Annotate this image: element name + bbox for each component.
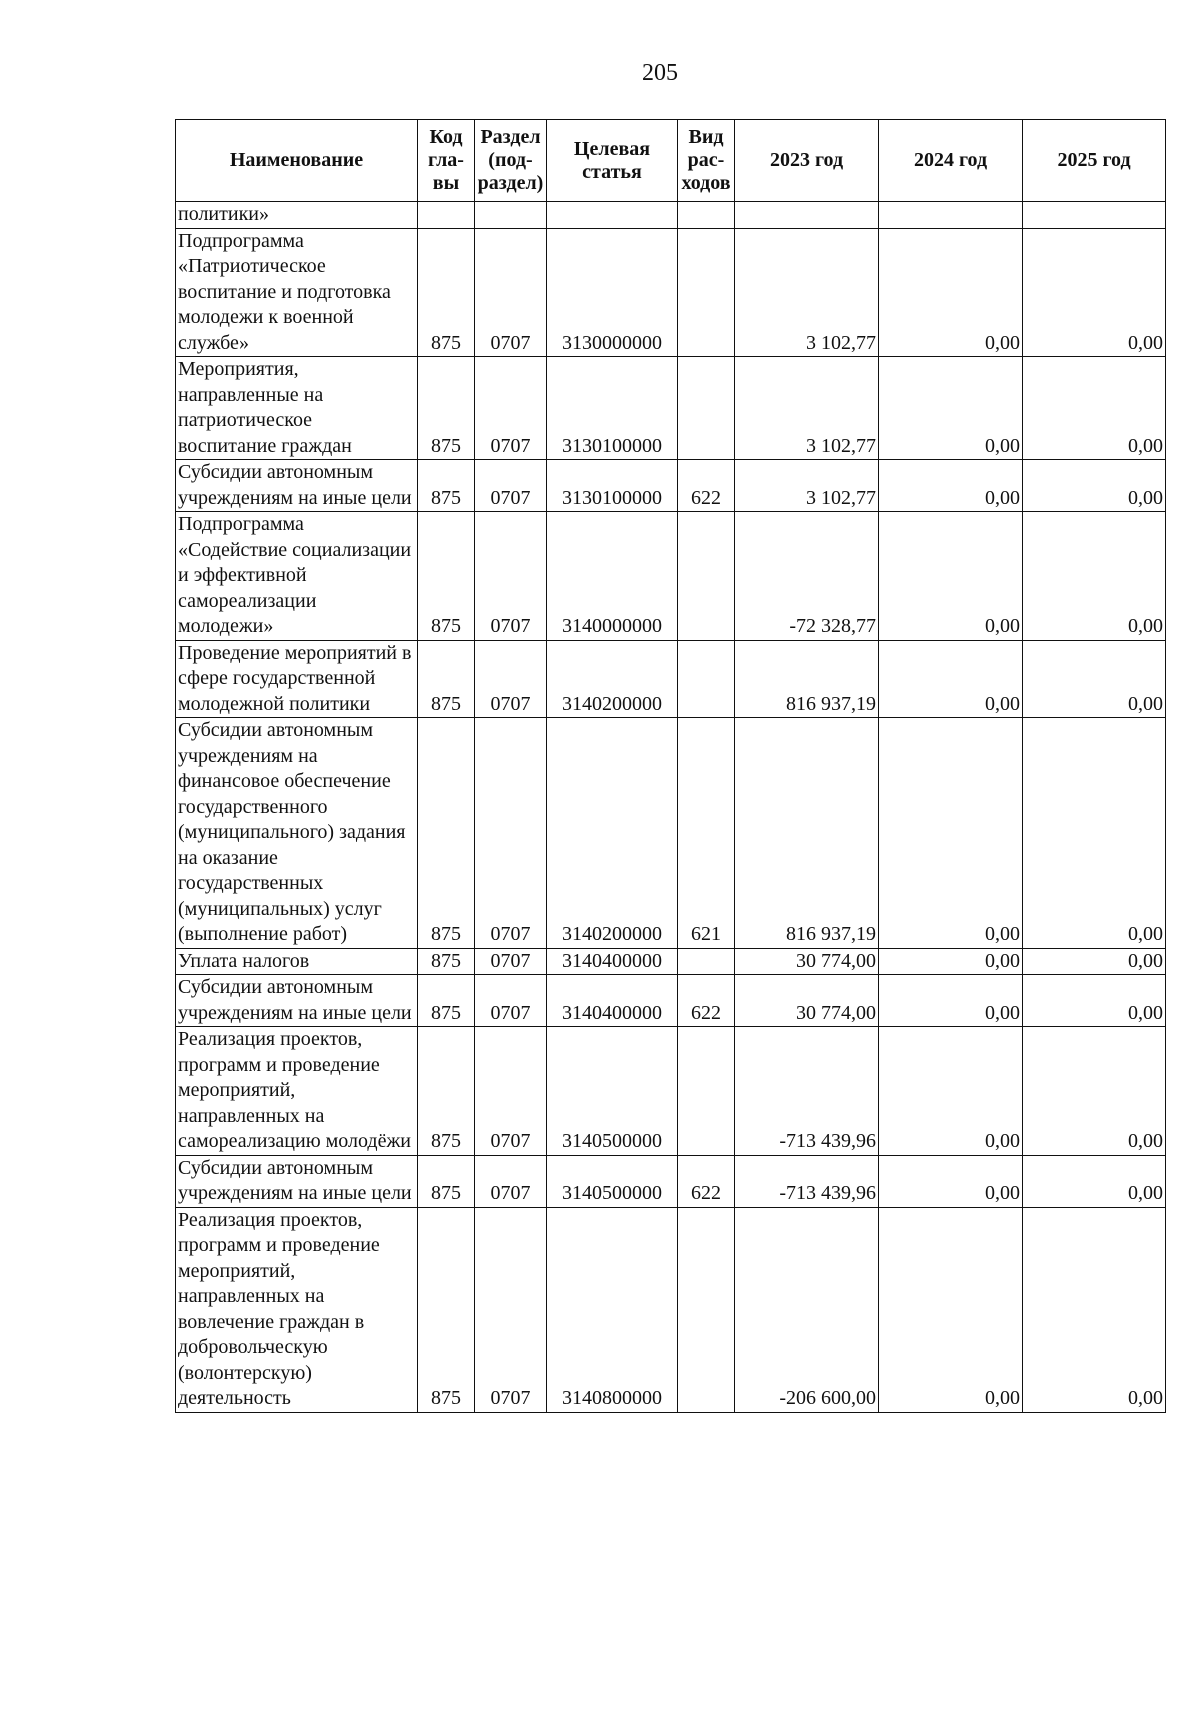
row-chapter: 875 — [418, 975, 475, 1027]
table-row — [176, 1155, 1166, 1207]
row-chapter: 875 — [418, 718, 475, 949]
row-target: 3140000000 — [547, 512, 678, 641]
row-type: 622 — [678, 460, 735, 512]
row-2023: -206 600,00 — [735, 1207, 879, 1412]
row-name: Мероприятия, направленные на патриотическое воспитание граждан — [176, 357, 418, 460]
row-chapter: 875 — [418, 460, 475, 512]
row-type — [678, 948, 735, 975]
row-section: 0707 — [475, 1027, 547, 1156]
row-name: Субсидии автономным учреждениям на иные цели — [176, 975, 418, 1027]
row-2024: 0,00 — [879, 512, 1023, 641]
row-name: Проведение мероприятий в сфере государственной молодежной политики — [176, 640, 418, 718]
row-name: Субсидии автономным учреждениям на иные цели — [176, 460, 418, 512]
header-year-2023: 2023 год — [735, 120, 879, 202]
row-section: 0707 — [475, 1207, 547, 1412]
row-2024: 0,00 — [879, 948, 1023, 975]
row-2023: 30 774,00 — [735, 975, 879, 1027]
row-name: Реализация проектов, программ и проведение мероприятий, направленных на самореализацию молодёжи — [176, 1027, 418, 1156]
row-2024: 0,00 — [879, 228, 1023, 357]
table-row — [176, 975, 1166, 1027]
table-row — [176, 357, 1166, 460]
row-2024: 0,00 — [879, 1027, 1023, 1156]
table-row — [176, 640, 1166, 718]
row-2023: 3 102,77 — [735, 357, 879, 460]
row-2025: 0,00 — [1023, 948, 1166, 975]
row-type — [678, 1027, 735, 1156]
row-section: 0707 — [475, 948, 547, 975]
row-2023 — [735, 202, 879, 229]
table-row — [176, 460, 1166, 512]
row-2025 — [1023, 202, 1166, 229]
row-target: 3130000000 — [547, 228, 678, 357]
row-chapter: 875 — [418, 357, 475, 460]
row-2025: 0,00 — [1023, 460, 1166, 512]
row-type — [678, 202, 735, 229]
row-name: Уплата налогов — [176, 948, 418, 975]
table-row — [176, 1027, 1166, 1156]
row-2025: 0,00 — [1023, 228, 1166, 357]
table-row — [176, 228, 1166, 357]
row-name: политики» — [176, 202, 418, 229]
row-type: 621 — [678, 718, 735, 949]
table-row — [176, 512, 1166, 641]
row-target: 3140200000 — [547, 640, 678, 718]
row-section: 0707 — [475, 460, 547, 512]
row-target: 3140500000 — [547, 1155, 678, 1207]
row-2025: 0,00 — [1023, 1027, 1166, 1156]
table-row — [176, 948, 1166, 975]
row-2023: -713 439,96 — [735, 1027, 879, 1156]
header-row — [176, 120, 1166, 202]
row-2025: 0,00 — [1023, 1155, 1166, 1207]
header-year-2024: 2024 год — [879, 120, 1023, 202]
budget-table — [175, 119, 1166, 1413]
table-row — [176, 718, 1166, 949]
header-section: Раздел (под-раздел) — [475, 120, 547, 202]
row-2024: 0,00 — [879, 460, 1023, 512]
header-year-2025: 2025 год — [1023, 120, 1166, 202]
row-2025: 0,00 — [1023, 640, 1166, 718]
row-name: Подпрограмма «Содействие социализации и эффективной самореализации молодежи» — [176, 512, 418, 641]
row-2024: 0,00 — [879, 975, 1023, 1027]
header-expense-type: Вид рас-ходов — [678, 120, 735, 202]
row-name: Реализация проектов, программ и проведение мероприятий, направленных на вовлечение граждан в добровольческую (волонтерскую) деятельность — [176, 1207, 418, 1412]
row-2023: 816 937,19 — [735, 718, 879, 949]
row-section: 0707 — [475, 228, 547, 357]
row-2025: 0,00 — [1023, 975, 1166, 1027]
row-2025: 0,00 — [1023, 718, 1166, 949]
row-target: 3140200000 — [547, 718, 678, 949]
row-2024 — [879, 202, 1023, 229]
row-section: 0707 — [475, 512, 547, 641]
row-2025: 0,00 — [1023, 512, 1166, 641]
row-section: 0707 — [475, 640, 547, 718]
row-2023: 3 102,77 — [735, 228, 879, 357]
row-type: 622 — [678, 1155, 735, 1207]
row-name: Подпрограмма «Патриотическое воспитание и подготовка молодежи к военной службе» — [176, 228, 418, 357]
row-chapter: 875 — [418, 228, 475, 357]
row-2025: 0,00 — [1023, 1207, 1166, 1412]
page-number: 205 — [642, 60, 678, 86]
row-chapter: 875 — [418, 640, 475, 718]
row-2024: 0,00 — [879, 1207, 1023, 1412]
row-section: 0707 — [475, 357, 547, 460]
row-target: 3140400000 — [547, 975, 678, 1027]
row-2023: 816 937,19 — [735, 640, 879, 718]
row-2023: 3 102,77 — [735, 460, 879, 512]
row-type — [678, 228, 735, 357]
row-target: 3130100000 — [547, 357, 678, 460]
row-2024: 0,00 — [879, 640, 1023, 718]
row-2023: -713 439,96 — [735, 1155, 879, 1207]
header-name: Наименование — [176, 120, 418, 202]
row-target: 3140800000 — [547, 1207, 678, 1412]
row-2023: 30 774,00 — [735, 948, 879, 975]
row-section: 0707 — [475, 975, 547, 1027]
row-2024: 0,00 — [879, 718, 1023, 949]
table-row — [176, 1207, 1166, 1412]
row-target: 3140400000 — [547, 948, 678, 975]
row-type — [678, 512, 735, 641]
row-2024: 0,00 — [879, 1155, 1023, 1207]
row-chapter: 875 — [418, 948, 475, 975]
row-2024: 0,00 — [879, 357, 1023, 460]
row-chapter: 875 — [418, 1207, 475, 1412]
row-type — [678, 357, 735, 460]
row-2025: 0,00 — [1023, 357, 1166, 460]
row-section: 0707 — [475, 1155, 547, 1207]
row-name: Субсидии автономным учреждениям на финансовое обеспечение государственного (муниципального) задания на оказание государственных (муниципальных) услуг (выполнение работ) — [176, 718, 418, 949]
row-type — [678, 1207, 735, 1412]
row-type — [678, 640, 735, 718]
header-chapter-code: Код гла-вы — [418, 120, 475, 202]
row-chapter: 875 — [418, 1027, 475, 1156]
row-type: 622 — [678, 975, 735, 1027]
row-target: 3130100000 — [547, 460, 678, 512]
header-target-article: Целевая статья — [547, 120, 678, 202]
row-chapter: 875 — [418, 512, 475, 641]
row-section: 0707 — [475, 718, 547, 949]
row-name: Субсидии автономным учреждениям на иные цели — [176, 1155, 418, 1207]
table-row — [176, 202, 1166, 229]
row-section — [475, 202, 547, 229]
row-chapter: 875 — [418, 1155, 475, 1207]
row-chapter — [418, 202, 475, 229]
row-target: 3140500000 — [547, 1027, 678, 1156]
row-target — [547, 202, 678, 229]
row-2023: -72 328,77 — [735, 512, 879, 641]
